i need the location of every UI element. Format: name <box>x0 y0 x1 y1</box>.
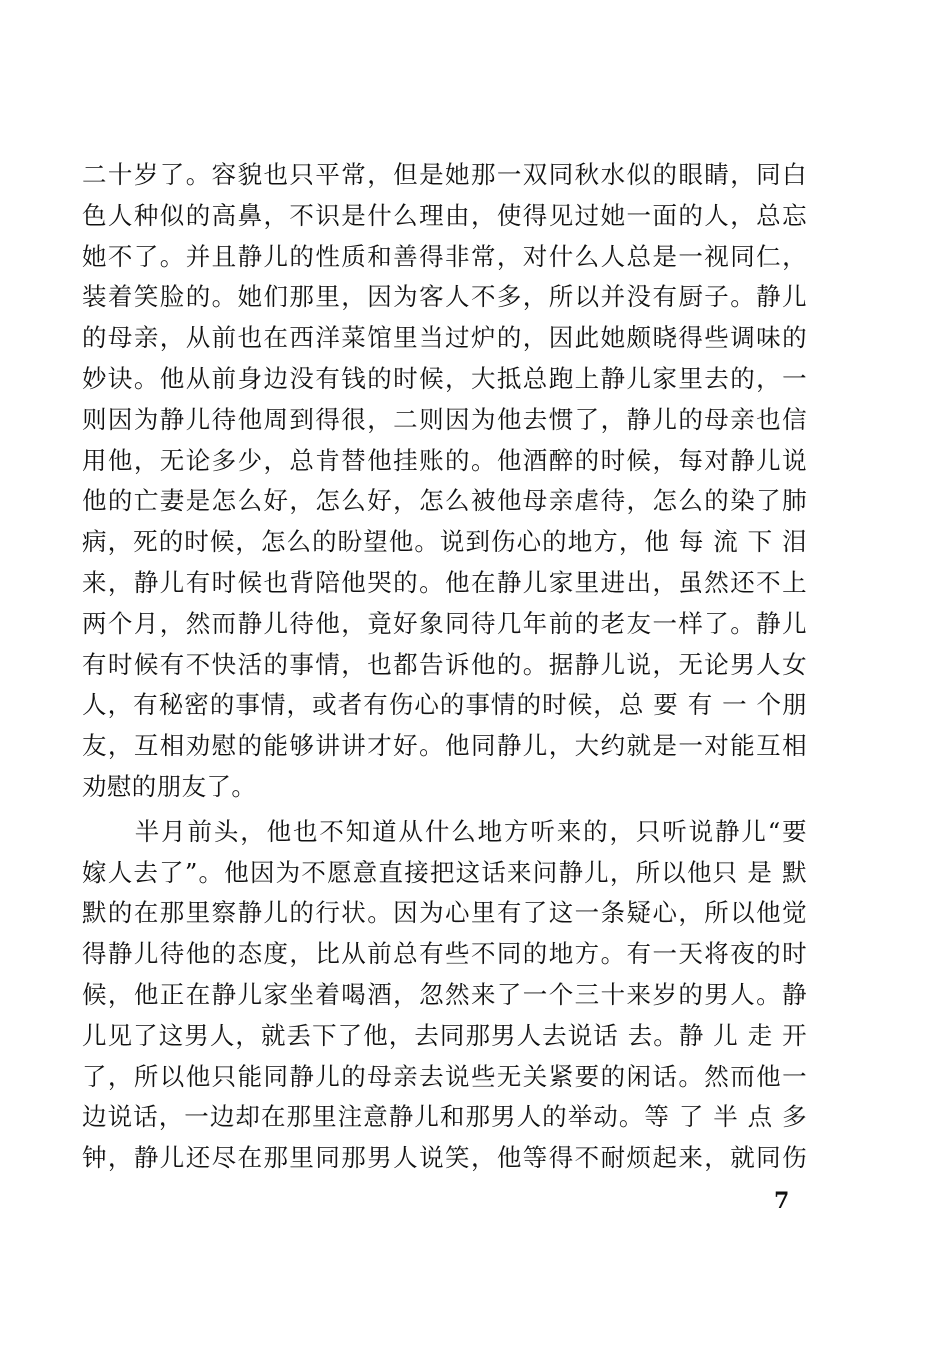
body-text <box>82 155 807 1179</box>
text-line: 儿见了这男人，就丢下了他，去同那男人去说话 去。静 儿 走 开 <box>82 1020 807 1050</box>
text-line: 嫁人去了”。他因为不愿意直接把这话来问静儿，所以他只 是 默 <box>82 857 807 887</box>
text-line: 边说话，一边却在那里注意静儿和那男人的举动。等 了 半 点 多 <box>82 1102 807 1132</box>
text-line: 病，死的时候，怎么的盼望他。说到伤心的地方，他 每 流 下 泪 <box>82 527 807 557</box>
text-line: 候，他正在静儿家坐着喝酒，忽然来了一个三十来岁的男人。静 <box>82 979 807 1009</box>
text-line: 来，静儿有时候也背陪他哭的。他在静儿家里进出，虽然还不上 <box>82 567 807 597</box>
text-line: 人，有秘密的事情，或者有伤心的事情的时候，总 要 有 一 个朋 <box>82 690 807 720</box>
text-line: 半月前头，他也不知道从什么地方听来的，只听说静儿“要 <box>82 816 807 846</box>
text-line: 劝慰的朋友了。 <box>82 771 257 801</box>
text-line: 得静儿待他的态度，比从前总有些不同的地方。有一天将夜的时 <box>82 939 807 969</box>
text-line: 则因为静儿待他周到得很，二则因为他去惯了，静儿的母亲也信 <box>82 404 807 434</box>
text-line: 二十岁了。容貌也只平常，但是她那一双同秋水似的眼睛，同白 <box>82 160 807 189</box>
text-line: 了，所以他只能同静儿的母亲去说些无关紧要的闲话。然而他一 <box>82 1061 807 1091</box>
text-line: 装着笑脸的。她们那里，因为客人不多，所以并没有厨子。静儿 <box>82 282 807 312</box>
text-line: 默的在那里察静儿的行状。因为心里有了这一条疑心，所以他觉 <box>82 898 807 928</box>
text-line: 钟，静儿还尽在那里同那男人说笑，他等得不耐烦起来，就同伤 <box>82 1143 807 1173</box>
text-line: 两个月，然而静儿待他，竟好象同待几年前的老友一样了。静儿 <box>82 608 807 638</box>
text-line: 他的亡妻是怎么好，怎么好，怎么被他母亲虐待，怎么的染了肺 <box>82 486 807 516</box>
text-line: 的母亲，从前也在西洋菜馆里当过炉的，因此她颇晓得些调味的 <box>82 323 807 353</box>
text-line: 友，互相劝慰的能够讲讲才好。他同静儿，大约就是一对能互相 <box>82 731 807 761</box>
text-line: 色人种似的高鼻，不识是什么理由，使得见过她一面的人，总忘 <box>82 200 807 230</box>
text-line: 妙诀。他从前身边没有钱的时候，大抵总跑上静儿家里去的，一 <box>82 363 807 393</box>
text-line: 用他，无论多少，总肯替他挂账的。他酒醉的时候，每对静儿说 <box>82 445 807 475</box>
text-line: 她不了。并且静儿的性质和善得非常，对什么人总是一视同仁， <box>82 241 807 271</box>
text-line: 有时候有不快活的事情，也都告诉他的。据静儿说，无论男人女 <box>82 649 807 679</box>
page-number: 7 <box>774 1188 790 1214</box>
